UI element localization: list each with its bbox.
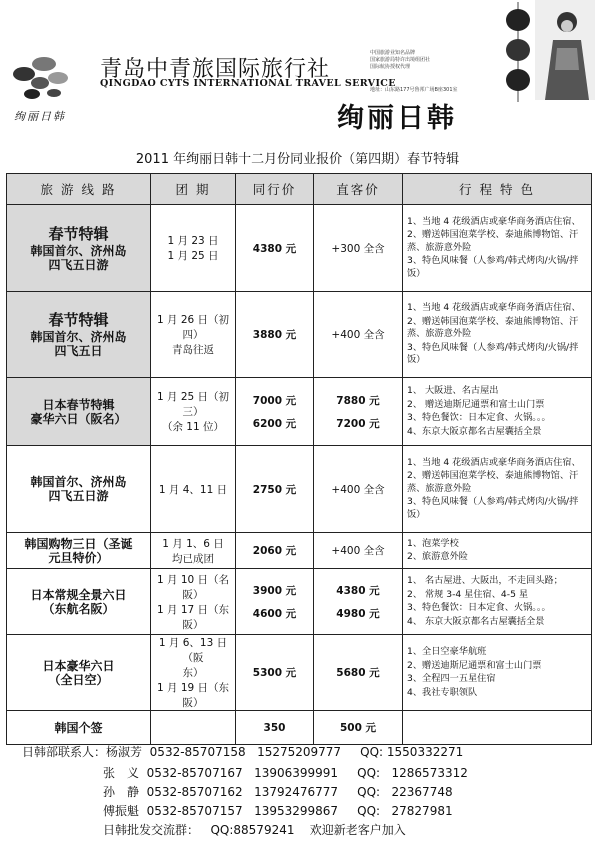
contact-qq: 27827981 bbox=[391, 804, 453, 818]
contact-name: 张 义 bbox=[103, 766, 140, 780]
direct-price-cell: 500 元 bbox=[314, 711, 403, 745]
route-cell: 春节特辑 韩国首尔、济州岛 四飞五日游 bbox=[7, 205, 151, 292]
address: 地址：山东路177号鲁邦广场B座301室 bbox=[370, 87, 458, 93]
contact-qq-label: QQ: bbox=[357, 785, 381, 799]
features-cell: 1、当地 4 花级酒店或豪华商务酒店住宿、 2、赠送韩国泡菜学校、泰迪熊博物馆、汗蒸、旅游意外险 3、特色风味餐（人参鸡/韩式烤肉/火锅/拌饭） bbox=[403, 205, 592, 292]
dates-cell: 1 月 10 日（名阪） 1 月 17 日（东阪） bbox=[151, 569, 236, 635]
group-line bbox=[103, 822, 406, 840]
peer-price-cell: 2750 元 bbox=[236, 446, 314, 533]
direct-price-cell: +300 全含 bbox=[314, 205, 403, 292]
col-header-features: 行 程 特 色 bbox=[403, 174, 592, 205]
peer-price-cell: 5300 元 bbox=[236, 635, 314, 711]
contact-name: 杨淑芳 bbox=[106, 745, 143, 759]
contact-tel: 0532-85707162 bbox=[146, 785, 243, 799]
peer-price-cell: 3880 元 bbox=[236, 292, 314, 378]
dates-cell bbox=[151, 711, 236, 745]
credential-line: 国家旅游局特许出境组团社 bbox=[370, 57, 431, 63]
peer-price-cell: 3900 元 4600 元 bbox=[236, 569, 314, 635]
brand-script: 绚丽日韩 bbox=[14, 110, 66, 123]
dates-cell: 1 月 25 日（初三） （余 11 位） bbox=[151, 378, 236, 446]
features-cell: 1、 名古屋进、大阪出，不走回头路； 2、 常规 3-4 星住宿、4-5 星 3、特色餐饮：日本定食、火锅。。。 4、 东京大阪京都名古屋囊括全景 bbox=[403, 569, 592, 635]
group-qq: QQ:88579241 bbox=[210, 823, 295, 837]
col-header-route: 旅 游 线 路 bbox=[7, 174, 151, 205]
contact-line bbox=[103, 803, 453, 821]
direct-price-cell: 7880 元 7200 元 bbox=[314, 378, 403, 446]
contact-qq: 1286573312 bbox=[391, 766, 468, 780]
table-row bbox=[7, 569, 592, 635]
route-cell: 日本常规全景六日 （东航名阪） bbox=[7, 569, 151, 635]
group-label: 日韩批发交流群： bbox=[103, 823, 200, 837]
col-header-peer-price: 同行价 bbox=[236, 174, 314, 205]
cyts-logo-icon bbox=[10, 52, 72, 102]
lantern-decoration-icon bbox=[503, 2, 533, 102]
header bbox=[0, 0, 595, 140]
contact-qq: 1550332271 bbox=[386, 745, 464, 759]
contact-qq-label: QQ: bbox=[360, 745, 384, 759]
direct-price-cell: 4380 元 4980 元 bbox=[314, 569, 403, 635]
dates-cell: 1 月 4、11 日 bbox=[151, 446, 236, 533]
table-row bbox=[7, 635, 592, 711]
table-row bbox=[7, 292, 592, 378]
contact-mobile: 13953299867 bbox=[254, 804, 339, 818]
peer-price-cell: 4380 元 bbox=[236, 205, 314, 292]
contact-qq-label: QQ: bbox=[357, 766, 381, 780]
contact-line bbox=[103, 765, 468, 783]
route-cell: 韩国购物三日（圣诞 元旦特价） bbox=[7, 533, 151, 569]
big-title: 绚丽日韩 bbox=[337, 103, 457, 134]
credentials bbox=[370, 50, 480, 71]
contact-qq-label: QQ: bbox=[357, 804, 381, 818]
price-table bbox=[6, 173, 592, 745]
features-cell: 1、 大阪进、名古屋出 2、 赠送迪斯尼通票和富士山门票 3、特色餐饮：日本定食、火锅。。。 4、东京大阪京都名古屋囊括全景 bbox=[403, 378, 592, 446]
table-row bbox=[7, 533, 592, 569]
geisha-photo-icon bbox=[535, 0, 595, 100]
contact-mobile: 15275209777 bbox=[257, 745, 342, 759]
welcome-text: 欢迎新老客户加入 bbox=[309, 823, 406, 837]
contact-tel: 0532-85707167 bbox=[146, 766, 243, 780]
features-cell: 1、当地 4 花级酒店或豪华商务酒店住宿、 2、赠送韩国泡菜学校、泰迪熊博物馆、汗蒸、旅游意外险 3、特色风味餐（人参鸡/韩式烤肉/火锅/拌饭） bbox=[403, 446, 592, 533]
contact-mobile: 13792476777 bbox=[254, 785, 339, 799]
features-cell: 1、全日空豪华航班 2、赠送迪斯尼通票和富士山门票 3、全程四一五星住宿 4、我社专职领队 bbox=[403, 635, 592, 711]
credential-line: 中国旅游业知名品牌 bbox=[370, 50, 416, 56]
dates-cell: 1 月 26 日（初四） 青岛往返 bbox=[151, 292, 236, 378]
route-cell: 韩国首尔、济州岛 四飞五日游 bbox=[7, 446, 151, 533]
contact-tel: 0532-85707157 bbox=[146, 804, 243, 818]
direct-price-cell: +400 全含 bbox=[314, 533, 403, 569]
peer-price-cell: 2060 元 bbox=[236, 533, 314, 569]
dates-cell: 1 月 6、13 日（阪 东） 1 月 19 日（东阪） bbox=[151, 635, 236, 711]
direct-price-cell: +400 全含 bbox=[314, 446, 403, 533]
page-subtitle: 2011 年绚丽日韩十二月份同业报价（第四期）春节特辑 bbox=[135, 152, 460, 167]
table-row bbox=[7, 446, 592, 533]
contact-line bbox=[22, 744, 463, 762]
features-cell: 1、泡菜学校 2、旅游意外险 bbox=[403, 533, 592, 569]
contact-line bbox=[103, 784, 453, 802]
credential-line: 国际航协授权代理 bbox=[370, 64, 411, 70]
contact-mobile: 13906399991 bbox=[254, 766, 339, 780]
route-cell: 春节特辑 韩国首尔、济州岛 四飞五日 bbox=[7, 292, 151, 378]
company-name-cn: 青岛中青旅国际旅行社 bbox=[100, 57, 331, 82]
col-header-direct-price: 直客价 bbox=[314, 174, 403, 205]
contact-qq: 22367748 bbox=[391, 785, 453, 799]
dates-cell: 1 月 23 日 1 月 25 日 bbox=[151, 205, 236, 292]
features-cell: 1、当地 4 花级酒店或豪华商务酒店住宿、 2、赠送韩国泡菜学校、泰迪熊博物馆、汗蒸、旅游意外险 3、特色风味餐（人参鸡/韩式烤肉/火锅/拌饭） bbox=[403, 292, 592, 378]
dates-cell: 1 月 1、6 日 均已成团 bbox=[151, 533, 236, 569]
table-row bbox=[7, 711, 592, 745]
table-header-row bbox=[7, 174, 592, 205]
direct-price-cell: 5680 元 bbox=[314, 635, 403, 711]
contact-name: 傅振魁 bbox=[103, 804, 140, 818]
route-cell: 日本豪华六日 （全日空） bbox=[7, 635, 151, 711]
peer-price-cell: 350 bbox=[236, 711, 314, 745]
route-cell: 日本春节特辑 豪华六日（阪名） bbox=[7, 378, 151, 446]
route-cell: 韩国个签 bbox=[7, 711, 151, 745]
company-name-en: QINGDAO CYTS INTERNATIONAL TRAVEL SERVICE bbox=[100, 78, 396, 89]
dept-label: 日韩部联系人： bbox=[22, 745, 107, 759]
features-cell bbox=[403, 711, 592, 745]
col-header-dates: 团 期 bbox=[151, 174, 236, 205]
contact-name: 孙 静 bbox=[103, 785, 140, 799]
table-row bbox=[7, 205, 592, 292]
direct-price-cell: +400 全含 bbox=[314, 292, 403, 378]
contact-tel: 0532-85707158 bbox=[149, 745, 246, 759]
peer-price-cell: 7000 元 6200 元 bbox=[236, 378, 314, 446]
table-row bbox=[7, 378, 592, 446]
